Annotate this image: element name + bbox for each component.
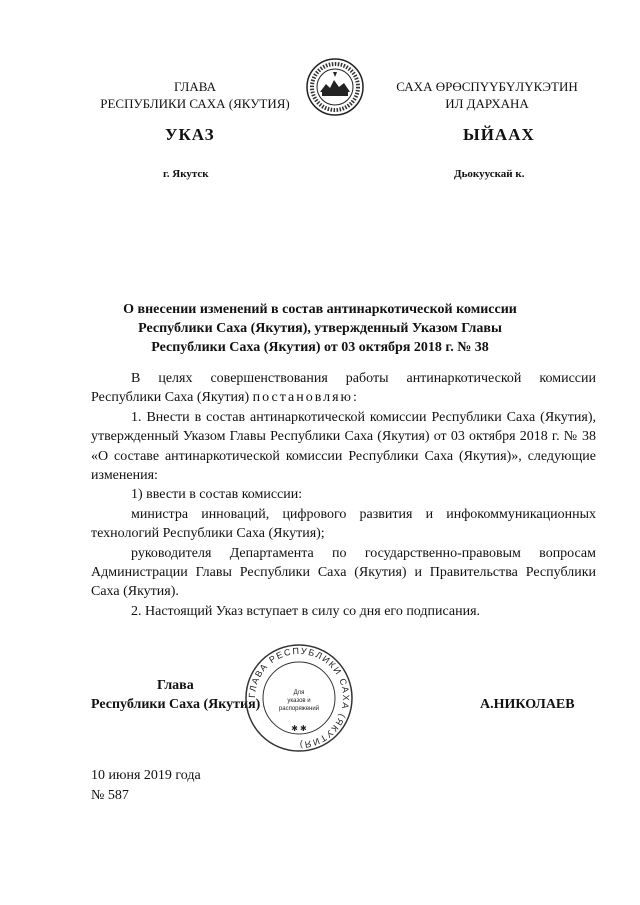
decree-number: № 587 [91, 788, 129, 803]
header-right-line1: САХА ӨРӨСПҮҮБҮЛҮКЭТИН [396, 79, 578, 94]
coat-of-arms-emblem [306, 58, 364, 116]
header-left [80, 78, 310, 112]
stamp-ring-text: ГЛАВА РЕСПУБЛИКИ САХА (ЯКУТИЯ) [246, 645, 352, 751]
signature-position-line2: Республики Саха (Якутия) [91, 697, 261, 712]
stamp-center-line1: Для [293, 690, 305, 696]
svg-text:✱ ✱: ✱ ✱ [291, 724, 307, 733]
stamp-center-line3: распоряжений [278, 706, 320, 712]
signatory-name: А.НИКОЛАЕВ [480, 697, 575, 712]
body-paragraph-member-1: министра инноваций, цифрового развития и инфокоммуникационных технологий Республики Саха (Якутия); [91, 506, 596, 542]
signature-position-line1: Глава [157, 678, 194, 693]
stamp-center-line2: указов и [287, 698, 311, 704]
body-paragraph-member-2: руководителя Департамента по государственно-правовым вопросам Администрации Главы Республики Саха (Якутия) и Правительства Республики Саха (Якутия). [91, 545, 596, 600]
body-paragraph-item-2: 2. Настоящий Указ вступает в силу со дня его подписания. [131, 603, 481, 619]
document-body [91, 369, 596, 621]
header-right-line2: ИЛ ДАРХАНА [445, 96, 529, 111]
body-paragraph-subitem-1: 1) ввести в состав комиссии: [131, 487, 303, 503]
title-right: ЫЙААХ [463, 125, 535, 144]
subject-line-2: Республики Саха (Якутия), утвержденный Указом Главы [138, 321, 502, 336]
city-left: г. Якутск [163, 168, 209, 180]
header-left-line2: РЕСПУБЛИКИ САХА (ЯКУТИЯ) [100, 96, 290, 111]
preamble-decree-word: постановляю: [252, 390, 359, 406]
body-paragraph-item-1: 1. Внести в состав антинаркотической комиссии Республики Саха (Якутия), утвержденный Указом Главы Республики Саха (Якутия) от 03 октября 2018 г. № 38 «О составе антинаркотической комиссии Республики Саха (Якутия)», следующие изменения: [91, 409, 596, 484]
city-right: Дьокуускай к. [454, 168, 525, 180]
official-stamp [244, 643, 354, 753]
decree-date: 10 июня 2019 года [91, 768, 201, 783]
subject-line-3: Республики Саха (Якутия) от 03 октября 2018 г. № 38 [151, 340, 489, 355]
document-subject [80, 300, 560, 357]
body-paragraph-preamble [91, 369, 596, 408]
header-left-line1: ГЛАВА [174, 79, 216, 94]
title-left: УКАЗ [165, 125, 215, 144]
preamble-text: В целях совершенствования работы антинаркотической комиссии Республики Саха (Якутия) [91, 371, 596, 406]
header-right [372, 78, 602, 112]
subject-line-1: О внесении изменений в состав антинаркотической комиссии [123, 302, 517, 317]
